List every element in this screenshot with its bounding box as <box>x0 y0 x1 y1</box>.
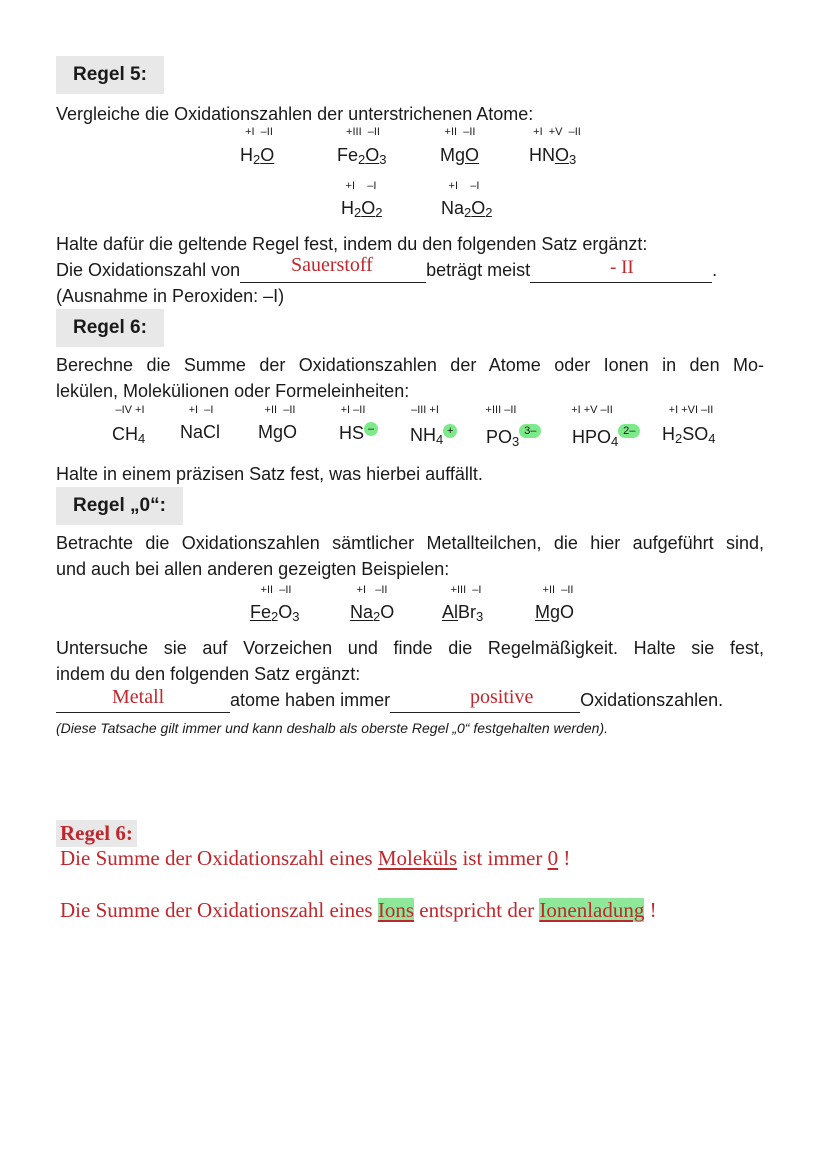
regel0-instruction: Betrachte die Oxidationszahlen sämtlicher Metallteilchen, die hier aufgeführt sind, <box>56 533 764 553</box>
formula-h2o2: $H_2O_2$ <box>341 198 383 220</box>
formula-hs: HS – <box>339 422 378 444</box>
charge-badge: + <box>443 424 457 438</box>
formula-fe2o3: $Fe_2O_3$ <box>337 145 387 167</box>
charge-badge: – <box>364 422 378 436</box>
answer-sauerstoff: Sauerstoff <box>291 254 373 276</box>
ox-na2o: +I –II <box>356 584 388 596</box>
regel5-instruction: Vergleiche die Oxidationszahlen der unterstrichenen Atome: <box>56 104 534 124</box>
handwritten-heading: Regel 6: <box>56 820 137 847</box>
ox-albr3: +III –I <box>450 584 482 596</box>
ox-ch4: –IV +I <box>115 404 145 416</box>
regel0-task: Untersuche sie auf Vorzeichen und finde die Regelmäßigkeit. Halte sie fest, <box>56 638 764 658</box>
regel6-instruction: Berechne die Summe der Oxidationszahlen der Atome oder Ionen in den Mo- <box>56 355 764 375</box>
regel5-sentence: Die Oxidationszahl von beträgt meist . <box>56 257 717 283</box>
ox-h2o: +I –II <box>245 126 273 138</box>
charge-badge: 2– <box>618 424 640 438</box>
ox-h2so4: +I +VI –II <box>668 404 714 416</box>
charge-badge: 3– <box>519 424 541 438</box>
ox-mgo-0: +II –II <box>542 584 574 596</box>
handwritten-line2: Die Summe der Oxidationszahl eines Ions entspricht der Ionenladung ! <box>60 898 657 922</box>
formula-na2o2: $Na_2O_2$ <box>441 198 493 220</box>
regel5-heading: Regel 5: <box>56 56 164 94</box>
ox-hs: +I –II <box>340 404 366 416</box>
regel0-note: (Diese Tatsache gilt immer und kann deshalb als oberste Regel „0“ festgehalten werden). <box>56 720 609 736</box>
ox-nh4: –III +I <box>411 404 439 416</box>
formula-hno3: $HNO_3$ <box>529 145 577 167</box>
formula-po3: $PO_33-$ <box>486 424 541 449</box>
formula-na2o: $Na_2O$ <box>350 602 395 624</box>
ox-na2o2: +I –I <box>448 180 480 192</box>
answer-metall: Metall <box>112 686 165 708</box>
regel6-instruction2: lekülen, Molekülionen oder Formeleinheiten: <box>56 381 410 401</box>
answer-minus-two: - II <box>610 257 634 278</box>
formula-nacl: NaCl <box>180 422 221 442</box>
regel0-instruction2: und auch bei allen anderen gezeigten Beispielen: <box>56 559 450 579</box>
formula-h2o: $H_2O$ <box>240 145 275 167</box>
regel0-task2: indem du den folgenden Satz ergänzt: <box>56 664 361 684</box>
ox-mgo: +II –II <box>444 126 476 138</box>
formula-albr3: AlBr$_3$ <box>442 602 484 624</box>
regel5-exception: (Ausnahme in Peroxiden: –I) <box>56 286 285 306</box>
formula-mgo-0: MgO <box>535 602 575 622</box>
ox-hno3: +I +V –II <box>533 126 581 138</box>
formula-ch4: $CH_4$ <box>112 424 146 446</box>
ox-fe2o3-0: +II –II <box>260 584 292 596</box>
answer-positive: positive <box>470 686 534 708</box>
ox-hpo4: +I +V –II <box>571 404 613 416</box>
handwritten-line1: Die Summe der Oxidationszahl eines Moleküls ist immer 0 ! <box>60 846 571 870</box>
formula-nh4: $NH_4+$ <box>410 424 457 447</box>
ox-mgo-6: +II –II <box>264 404 296 416</box>
ox-po3: +III –II <box>485 404 517 416</box>
ox-h2o2: +I –I <box>345 180 377 192</box>
ox-fe2o3: +III –II <box>346 126 380 138</box>
regel5-task: Halte dafür die geltende Regel fest, indem du den folgenden Satz ergänzt: <box>56 234 648 254</box>
regel0-sentence: atome haben immer Oxidationszahlen. <box>56 687 723 713</box>
ox-nacl: +I –I <box>188 404 214 416</box>
formula-h2so4: $H_2SO_4$ <box>662 424 716 446</box>
formula-hpo4: $HPO_42-$ <box>572 424 640 449</box>
regel0-heading: Regel „0“: <box>56 487 183 525</box>
regel6-heading: Regel 6: <box>56 309 164 347</box>
formula-mgo: MgO <box>440 145 480 165</box>
formula-fe2o3-0: $Fe_2O_3$ <box>250 602 300 624</box>
regel6-task: Halte in einem präzisen Satz fest, was hierbei auffällt. <box>56 464 483 484</box>
formula-mgo-6: MgO <box>258 422 298 442</box>
